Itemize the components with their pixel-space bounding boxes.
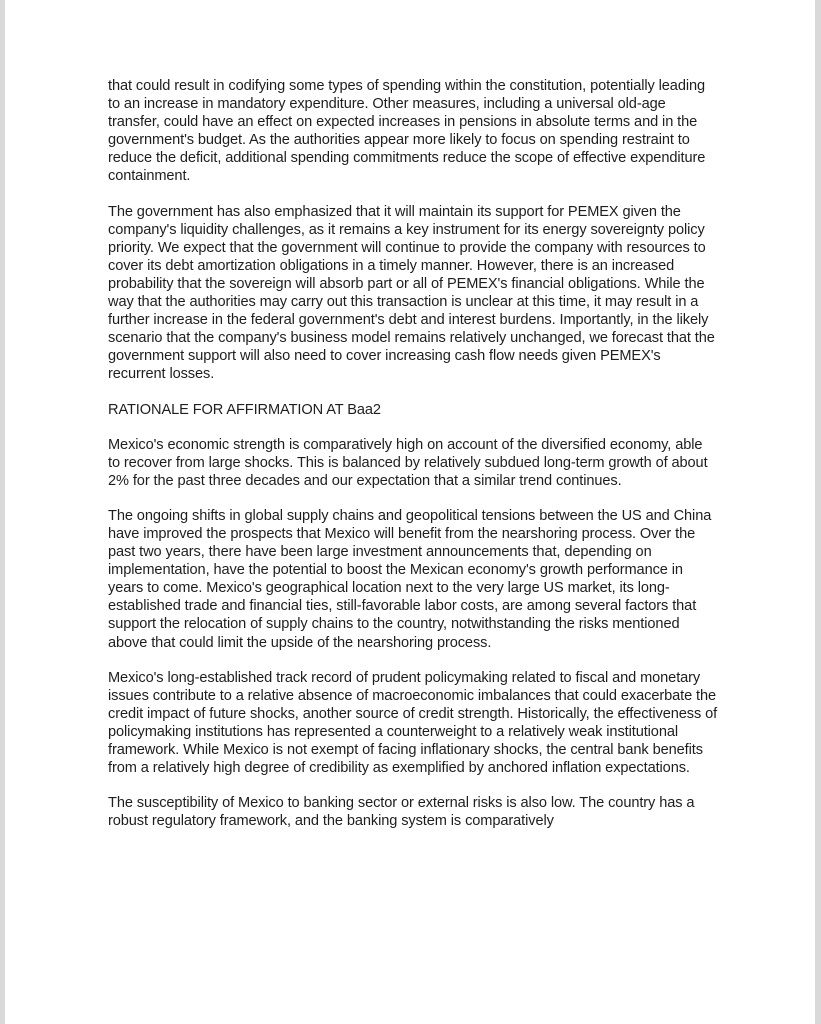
paragraph-banking-risk: The susceptibility of Mexico to banking sector or external risks is also low. The country has a robust regulatory framework, and the banking system is comparatively <box>108 795 695 830</box>
document-page <box>108 77 718 847</box>
page-edge-right <box>815 0 821 1024</box>
paragraph-pemex-support: The government has also emphasized that it will maintain its support for PEMEX given the company's liquidity challenges, as it remains a key instrument for its energy sovereignty policy priority. We expect that the government will continue to provide the company with resources to cover its debt amortization obligations in a timely manner. However, there is an increased probability that the sovereign will absorb part or all of PEMEX's financial obligations. While the way that the authorities may carry out this transaction is unclear at this time, it may result in a further increase in the federal government's debt and interest burdens. Importantly, in the likely scenario that the company's business model remains relatively unchanged, we forecast that the government support will also need to cover increasing cash flow needs given PEMEX's recurrent losses. <box>108 203 715 383</box>
paragraph-spending-measures: that could result in codifying some types of spending within the constitution, potentially leading to an increase in mandatory expenditure. Other measures, including a universal old-age transfer, could have an effect on expected increases in pensions in absolute terms and in the government's budget. As the authorities appear more likely to focus on spending restraint to reduce the deficit, additional spending commitments reduce the scope of effective expenditure containment. <box>108 78 706 185</box>
paragraph-policymaking: Mexico's long-established track record of prudent policymaking related to fiscal and monetary issues contribute to a relative absence of macroeconomic imbalances that could exacerbate the credit impact of future shocks, another source of credit strength. Historically, the effectiveness of policymaking institutions has represented a counterweight to a relatively weak institutional framework. While Mexico is not exempt of facing inflationary shocks, the central bank benefits from a relatively high degree of credibility as exemplified by anchored inflation expectations. <box>108 669 718 777</box>
page-edge-left <box>0 0 5 1024</box>
paragraph-economic-strength: Mexico's economic strength is comparatively high on account of the diversified economy, able to recover from large shocks. This is balanced by relatively subdued long-term growth of about 2% for the past three decades and our expectation that a similar trend continues. <box>108 436 708 489</box>
paragraph-nearshoring: The ongoing shifts in global supply chains and geopolitical tensions between the US and China have improved the prospects that Mexico will benefit from the nearshoring process. Over the past two years, there have been large investment announcements that, depending on implementation, have the potential to boost the Mexican economy's growth performance in years to come. Mexico's geographical location next to the very large US market, its long-established trade and financial ties, still-favorable labor costs, are among several factors that support the relocation of supply chains to the country, notwithstanding the risks mentioned above that could limit the upside of the nearshoring process. <box>108 507 712 651</box>
section-heading: RATIONALE FOR AFFIRMATION AT Baa2 <box>108 401 381 418</box>
